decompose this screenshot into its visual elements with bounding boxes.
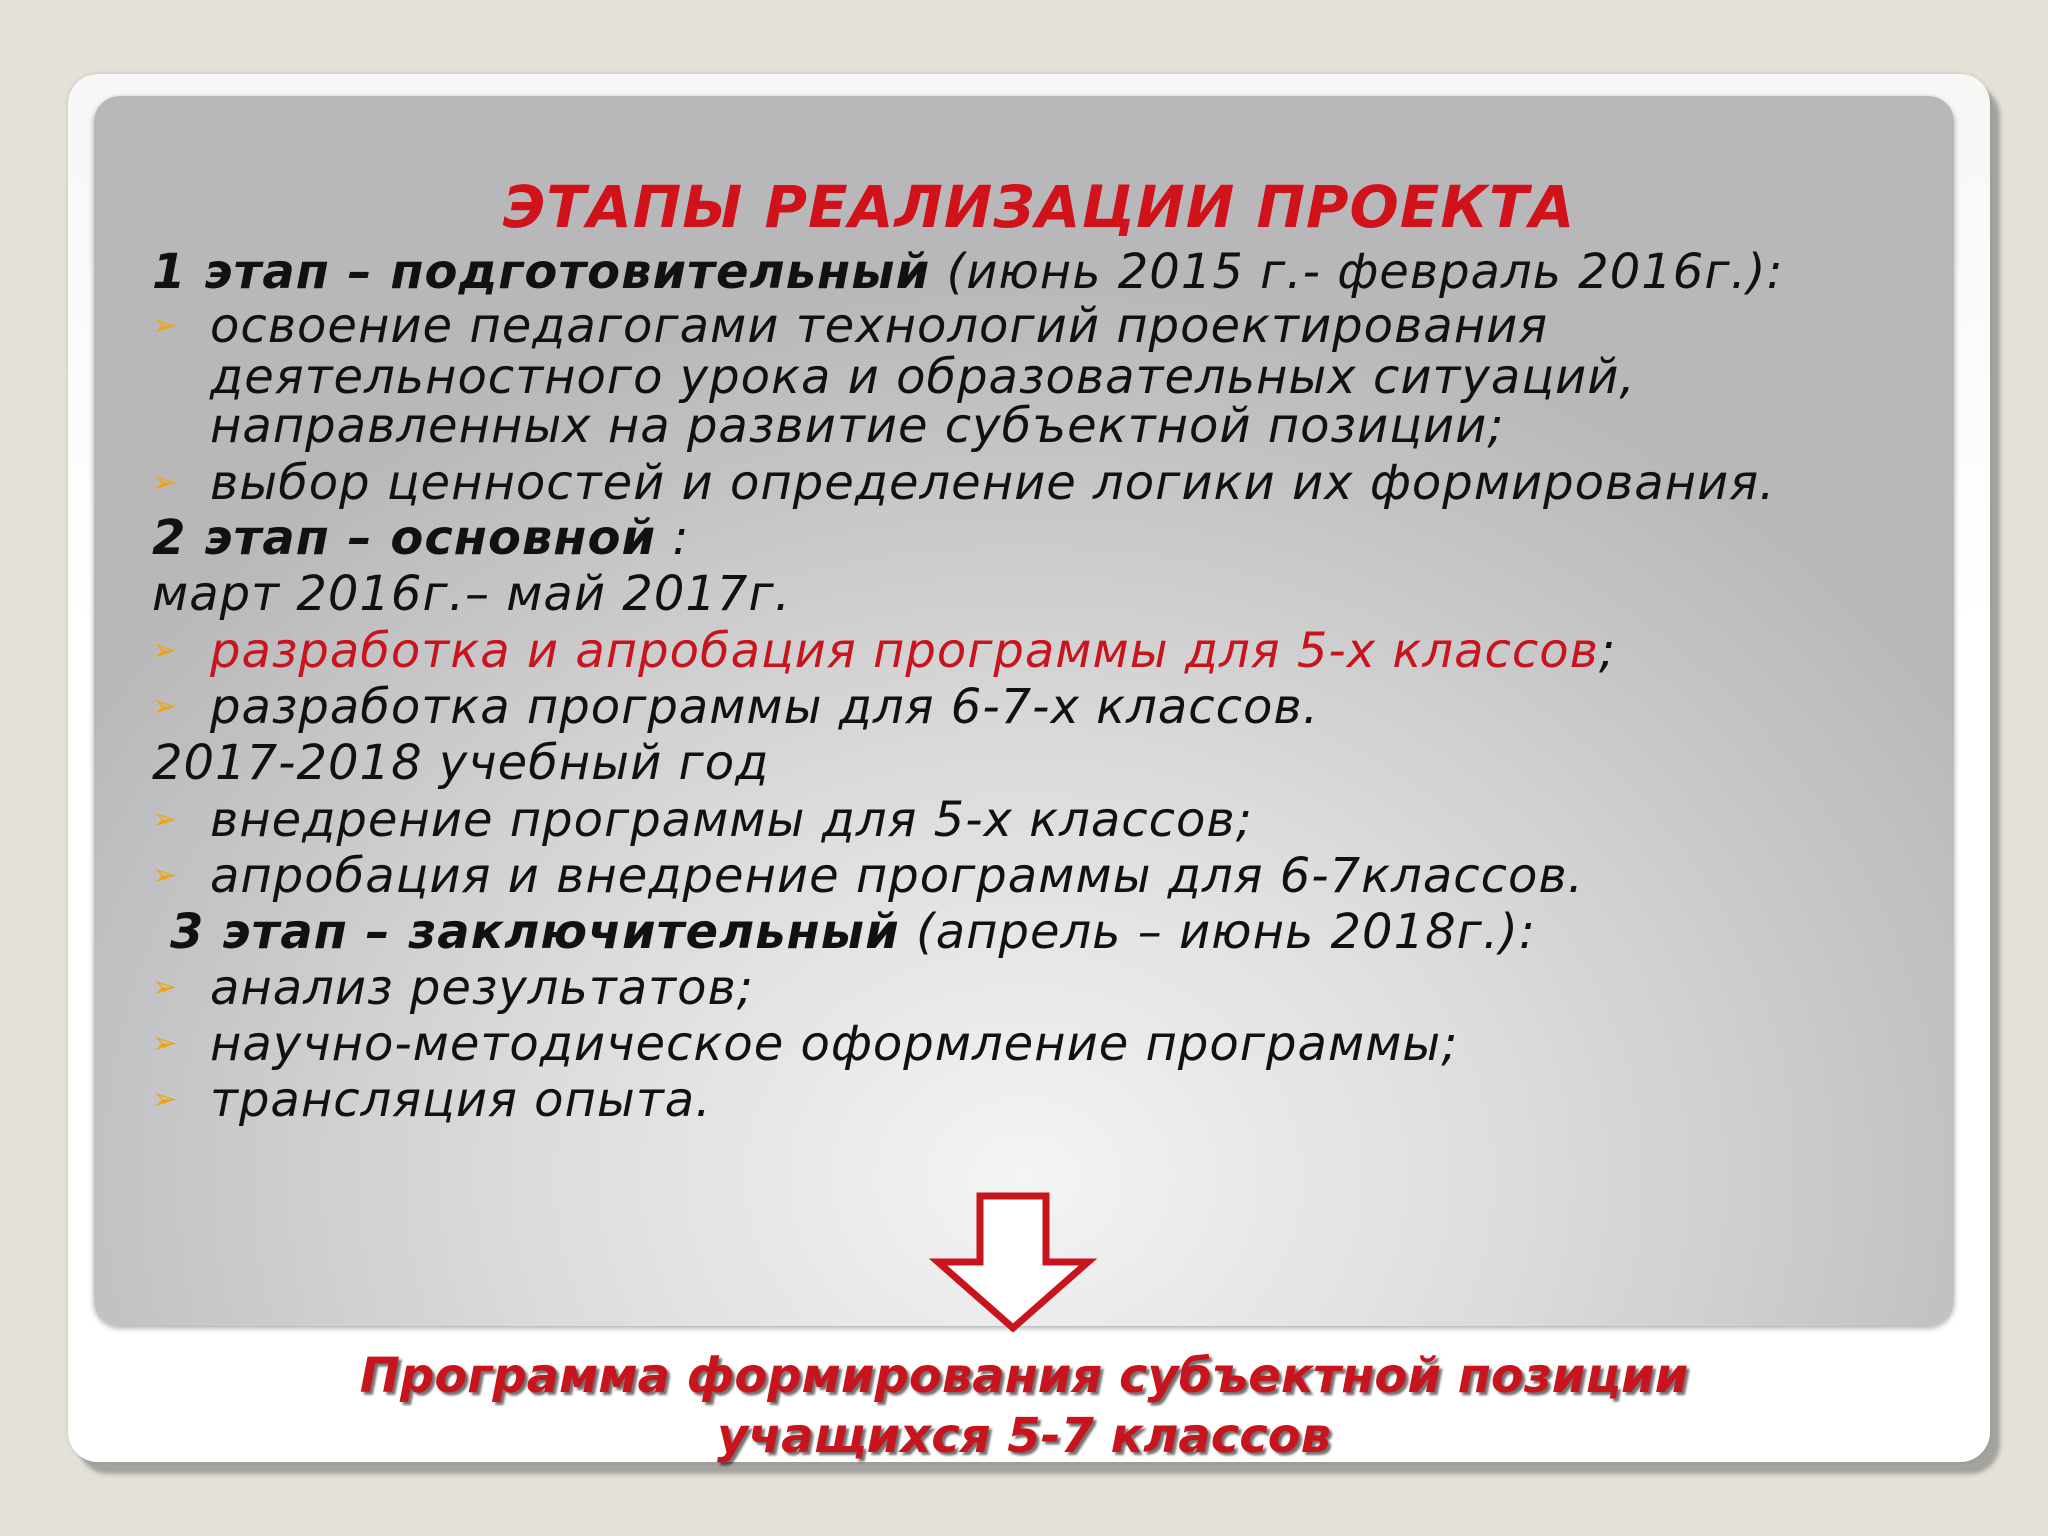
stage1-label: 1 этап – подготовительный (152, 244, 931, 300)
arrowhead-bullet-icon: ➢ (152, 1026, 178, 1061)
arrowhead-bullet-icon: ➢ (152, 1082, 178, 1117)
stage2-item1-suffix: ; (1598, 623, 1617, 679)
school-year: 2017-2018 учебный год (152, 735, 770, 791)
arrowhead-bullet-icon: ➢ (152, 633, 178, 668)
year-item2: апробация и внедрение программы для 6-7классов. (210, 848, 1584, 904)
stage1-item1-line2: деятельностного урока и образовательных ситуаций, (210, 349, 1636, 405)
stage1-item1-line1: освоение педагогами технологий проектирования (210, 298, 1549, 354)
year-item1: внедрение программы для 5-х классов; (210, 792, 1253, 848)
program-caption-line2: учащихся 5-7 классов (716, 1408, 1332, 1464)
stage2-item1-text: разработка и апробация программы для 5-х классов (210, 623, 1599, 679)
stage2-period: март 2016г.– май 2017г. (152, 566, 791, 622)
stage1-item2: выбор ценностей и определение логики их формирования. (210, 455, 1776, 511)
stage1-item1-line3: направленных на развитие субъектной позиции; (210, 398, 1505, 454)
arrowhead-bullet-icon: ➢ (152, 858, 178, 893)
stage2-colon: : (656, 510, 690, 566)
stage3-label: 3 этап – заключительный (170, 904, 900, 960)
stage1-heading (152, 244, 1784, 300)
stage3-heading (170, 904, 1536, 960)
slide-title: ЭТАПЫ РЕАЛИЗАЦИИ ПРОЕКТА (502, 173, 1576, 241)
arrowhead-bullet-icon: ➢ (152, 465, 178, 500)
stage1-period: (июнь 2015 г.- февраль 2016г.): (930, 244, 1784, 300)
arrowhead-bullet-icon: ➢ (152, 689, 178, 724)
arrowhead-bullet-icon: ➢ (152, 970, 178, 1005)
stage3-period: (апрель – июнь 2018г.): (899, 904, 1537, 960)
stage2-item1 (210, 623, 1616, 679)
down-arrow-icon (928, 1192, 1098, 1332)
stage2-label: 2 этап – основной (152, 510, 657, 566)
stage2-heading (152, 510, 690, 566)
stage3-item2: научно-методическое оформление программы; (210, 1016, 1459, 1072)
program-caption-line1: Программа формирования субъектной позиции (359, 1348, 1689, 1404)
stage3-item1: анализ результатов; (210, 960, 754, 1016)
arrowhead-bullet-icon: ➢ (152, 802, 178, 837)
arrowhead-bullet-icon: ➢ (152, 308, 178, 343)
stage3-item3: трансляция опыта. (210, 1072, 712, 1128)
stage2-item2: разработка программы для 6-7-х классов. (210, 679, 1319, 735)
